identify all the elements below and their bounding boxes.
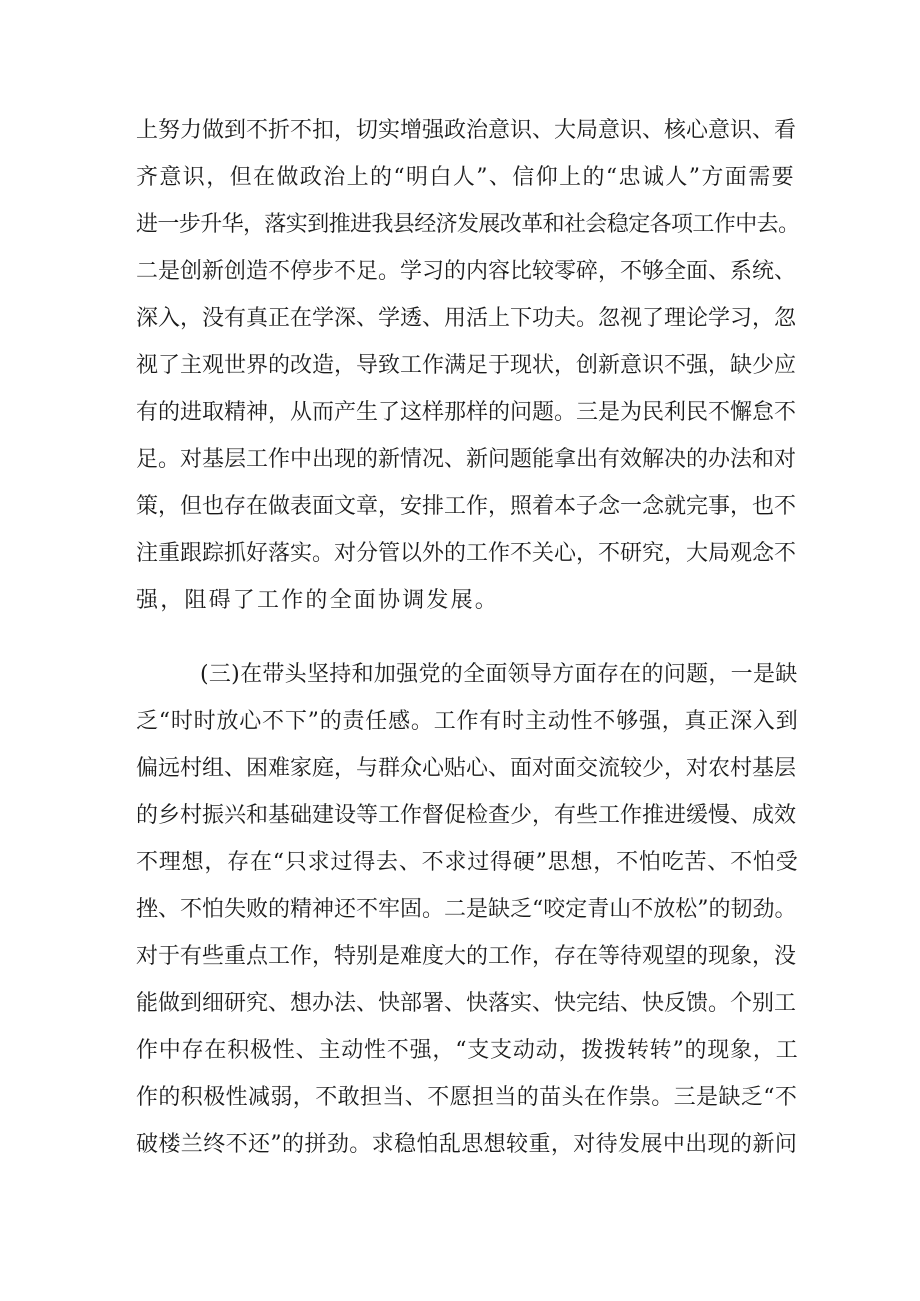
text-line: 的乡村振兴和基础建设等工作督促检查少，有些工作推进缓慢、成效 xyxy=(136,803,797,828)
text-line: 作的积极性减弱，不敢担当、不愿担当的苗头在作祟。三是缺乏“不 xyxy=(136,1085,798,1110)
text-line: 作中存在积极性、主动性不强，“支支动动，拨拨转转”的现象，工 xyxy=(136,1038,799,1063)
text-line: 对于有些重点工作，特别是难度大的工作，存在等待观望的现象，没 xyxy=(136,944,797,969)
text-line: (三)在带头坚持和加强党的全面领导方面存在的问题，一是缺 xyxy=(200,662,798,687)
text-line: 能做到细研究、想办法、快部署、快落实、快完结、快反馈。个别工 xyxy=(136,991,797,1016)
text-line: 乏“时时放心不下”的责任感。工作有时主动性不够强，真正深入到 xyxy=(136,709,799,734)
text-line: 强，阻碍了工作的全面协调发展。 xyxy=(136,588,500,613)
text-line: 破楼兰终不还”的拼劲。求稳怕乱思想较重，对待发展中出现的新问 xyxy=(136,1132,798,1157)
text-line: 不理想，存在“只求过得去、不求过得硬”思想，不怕吃苦、不怕受 xyxy=(136,850,799,875)
text-line: 进一步升华，落实到推进我县经济发展改革和社会稳定各项工作中去。 xyxy=(136,212,800,237)
text-line: 深入，没有真正在学深、学透、用活上下功夫。忽视了理论学习，忽 xyxy=(136,306,797,331)
text-line: 视了主观世界的改造，导致工作满足于现状，创新意识不强，缺少应 xyxy=(136,353,797,378)
text-line: 齐意识，但在做政治上的“明白人”、信仰上的“忠诚人”方面需要 xyxy=(136,165,795,190)
text-line: 足。对基层工作中出现的新情况、新问题能拿出有效解决的办法和对 xyxy=(136,447,797,472)
text-line: 有的进取精神，从而产生了这样那样的问题。三是为民利民不懈怠不 xyxy=(136,400,797,425)
text-line: 挫、不怕失败的精神还不牢固。二是缺乏“咬定青山不放松”的韧劲。 xyxy=(136,897,797,922)
text-line: 注重跟踪抓好落实。对分管以外的工作不关心，不研究，大局观念不 xyxy=(136,541,797,566)
text-line: 策，但也存在做表面文章，安排工作，照着本子念一念就完事，也不 xyxy=(136,494,797,519)
text-line: 上努力做到不折不扣，切实增强政治意识、大局意识、核心意识、看 xyxy=(136,118,797,143)
text-line: 二是创新创造不停步不足。学习的内容比较零碎，不够全面、系统、 xyxy=(136,259,797,284)
text-line: 偏远村组、困难家庭，与群众心贴心、面对面交流较少，对农村基层 xyxy=(136,756,797,781)
